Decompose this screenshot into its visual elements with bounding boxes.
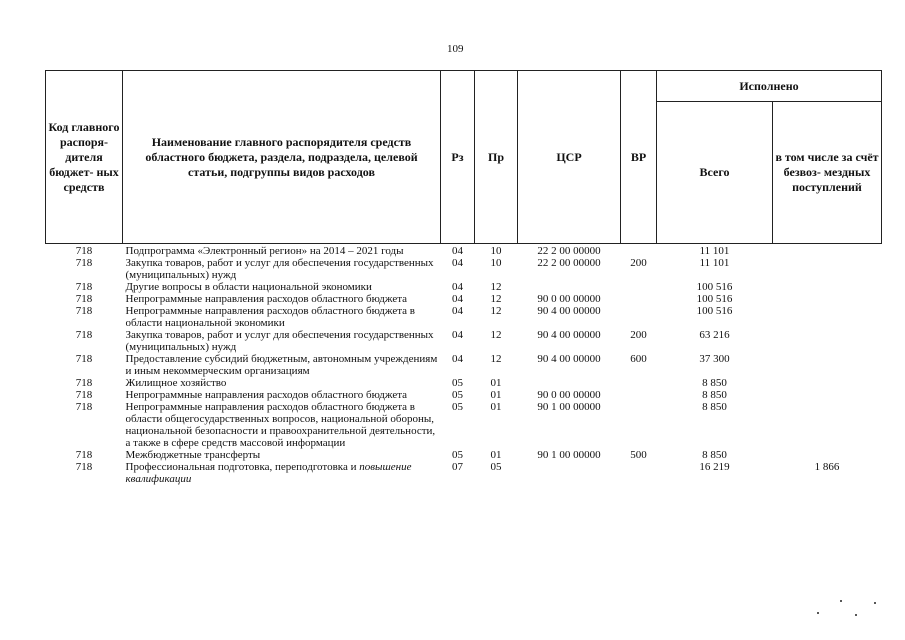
cell-total: 16 219	[699, 461, 730, 473]
cell-pr: 01	[490, 449, 502, 461]
table-row	[46, 461, 882, 485]
cell-vr: 500	[630, 449, 647, 461]
header-code: Код главного распоря- дителя бюджет- ных средств	[46, 71, 123, 244]
cell-grant: 1 866	[814, 461, 840, 473]
cell-name: Предоставление субсидий бюджетным, автономным учреждениям и иным некоммерческим организациям	[125, 353, 438, 377]
cell-pr: 12	[490, 329, 502, 341]
cell-code: 718	[75, 293, 93, 305]
cell-rz: 05	[452, 389, 463, 401]
cell-grant	[773, 244, 882, 258]
scan-speck	[855, 614, 857, 616]
cell-vr: 200	[630, 329, 647, 341]
header-total: Всего	[657, 102, 773, 244]
cell-total: 11 101	[699, 245, 730, 257]
cell-vr	[621, 244, 657, 258]
header-name: Наименование главного распорядителя средств областного бюджета, раздела, подраздела, целевой статьи, подгруппы видов расходов	[123, 71, 441, 244]
cell-code: 718	[75, 401, 93, 413]
table-row	[46, 449, 882, 461]
cell-code: 718	[75, 305, 93, 317]
scan-speck	[817, 612, 819, 614]
scan-speck	[840, 600, 842, 602]
cell-name: Закупка товаров, работ и услуг для обеспечения государственных (муниципальных) нужд	[125, 329, 434, 353]
cell-csr: 90 0 00 00000	[537, 389, 601, 401]
header-vr: ВР	[621, 71, 657, 244]
page-number: 109	[447, 43, 464, 55]
cell-vr	[621, 377, 657, 389]
cell-total: 100 516	[696, 305, 733, 317]
italic-fragment: повышение квалификации	[125, 461, 412, 485]
cell-name: Межбюджетные трансферты	[125, 449, 261, 461]
header-grants: в том числе за счёт безвоз- мездных поступлений	[773, 102, 882, 244]
cell-code: 718	[75, 353, 93, 365]
cell-grant	[773, 353, 882, 377]
cell-grant	[773, 329, 882, 353]
cell-grant	[773, 449, 882, 461]
cell-csr: 90 1 00 00000	[537, 449, 601, 461]
cell-pr: 12	[490, 353, 502, 365]
cell-pr: 10	[490, 245, 502, 257]
cell-pr: 10	[490, 257, 502, 269]
cell-pr: 12	[490, 281, 502, 293]
cell-code: 718	[75, 449, 93, 461]
cell-total: 100 516	[696, 281, 733, 293]
cell-csr: 90 0 00 00000	[537, 293, 601, 305]
cell-name: Закупка товаров, работ и услуг для обеспечения государственных (муниципальных) нужд	[125, 257, 434, 281]
cell-total: 8 850	[702, 377, 727, 389]
cell-rz: 04	[452, 281, 463, 293]
cell-pr: 01	[490, 389, 502, 401]
table-row	[46, 401, 882, 449]
cell-csr: 90 1 00 00000	[537, 401, 601, 413]
cell-rz: 05	[452, 401, 463, 413]
cell-total: 11 101	[699, 257, 730, 269]
cell-total: 63 216	[699, 329, 730, 341]
table-row	[46, 329, 882, 353]
header-pr: Пр	[475, 71, 518, 244]
cell-total: 100 516	[696, 293, 733, 305]
cell-vr	[621, 305, 657, 329]
cell-name: Непрограммные направления расходов областного бюджета в области общегосударственных вопросов, национальной обороны, национальной безопасности и правоохранительной деятельности, а также в сфере средств массовой информации	[125, 401, 436, 449]
table-row	[46, 389, 882, 401]
cell-grant	[773, 389, 882, 401]
cell-code: 718	[75, 377, 93, 389]
header-csr: ЦСР	[518, 71, 621, 244]
cell-rz: 07	[452, 461, 463, 473]
cell-pr: 05	[490, 461, 502, 473]
table-row	[46, 305, 882, 329]
cell-name: Профессиональная подготовка, переподготовка и повышение квалификации	[125, 461, 412, 485]
cell-name: Непрограммные направления расходов областного бюджета	[125, 389, 408, 401]
cell-csr: 22 2 00 00000	[537, 245, 601, 257]
cell-vr	[621, 293, 657, 305]
cell-vr	[621, 281, 657, 293]
header-executed: Исполнено	[657, 71, 882, 102]
cell-code: 718	[75, 329, 93, 341]
table-body	[46, 244, 882, 486]
cell-csr: 90 4 00 00000	[537, 329, 601, 341]
cell-name: Непрограммные направления расходов областного бюджета в области национальной экономики	[125, 305, 415, 329]
cell-code: 718	[75, 389, 93, 401]
cell-code: 718	[75, 461, 93, 473]
table-row	[46, 293, 882, 305]
cell-pr: 01	[490, 401, 502, 413]
cell-rz: 04	[452, 305, 463, 317]
table-row	[46, 377, 882, 389]
cell-pr: 12	[490, 293, 502, 305]
cell-rz: 05	[452, 449, 463, 461]
cell-csr	[518, 281, 621, 293]
cell-grant	[773, 377, 882, 389]
scan-speck	[874, 602, 876, 604]
header-rz: Рз	[441, 71, 475, 244]
cell-grant	[773, 281, 882, 293]
cell-csr	[518, 461, 621, 485]
cell-csr: 90 4 00 00000	[537, 353, 601, 365]
cell-rz: 05	[452, 377, 463, 389]
cell-pr: 12	[490, 305, 502, 317]
cell-name: Жилищное хозяйство	[125, 377, 227, 389]
cell-vr	[621, 461, 657, 485]
cell-vr: 600	[630, 353, 647, 365]
cell-rz: 04	[452, 245, 463, 257]
cell-csr: 22 2 00 00000	[537, 257, 601, 269]
cell-code: 718	[75, 245, 93, 257]
cell-code: 718	[75, 257, 93, 269]
cell-name: Непрограммные направления расходов областного бюджета	[125, 293, 408, 305]
cell-rz: 04	[452, 353, 463, 365]
table-row	[46, 244, 882, 258]
budget-table	[45, 70, 882, 485]
cell-total: 37 300	[699, 353, 730, 365]
cell-pr: 01	[490, 377, 502, 389]
cell-total: 8 850	[702, 389, 727, 401]
cell-total: 8 850	[702, 401, 727, 413]
cell-csr: 90 4 00 00000	[537, 305, 601, 317]
table-row	[46, 281, 882, 293]
cell-grant	[773, 257, 882, 281]
cell-rz: 04	[452, 293, 463, 305]
cell-name: Подпрограмма «Электронный регион» на 2014 – 2021 годы	[125, 245, 404, 257]
cell-total: 8 850	[702, 449, 727, 461]
cell-grant	[773, 401, 882, 449]
table-row	[46, 353, 882, 377]
cell-grant	[773, 293, 882, 305]
table-row	[46, 257, 882, 281]
cell-vr	[621, 389, 657, 401]
cell-rz: 04	[452, 329, 463, 341]
cell-csr	[518, 377, 621, 389]
cell-rz: 04	[452, 257, 463, 269]
cell-name: Другие вопросы в области национальной экономики	[125, 281, 372, 293]
cell-grant	[773, 305, 882, 329]
cell-vr: 200	[630, 257, 647, 269]
cell-vr	[621, 401, 657, 449]
cell-code: 718	[75, 281, 93, 293]
